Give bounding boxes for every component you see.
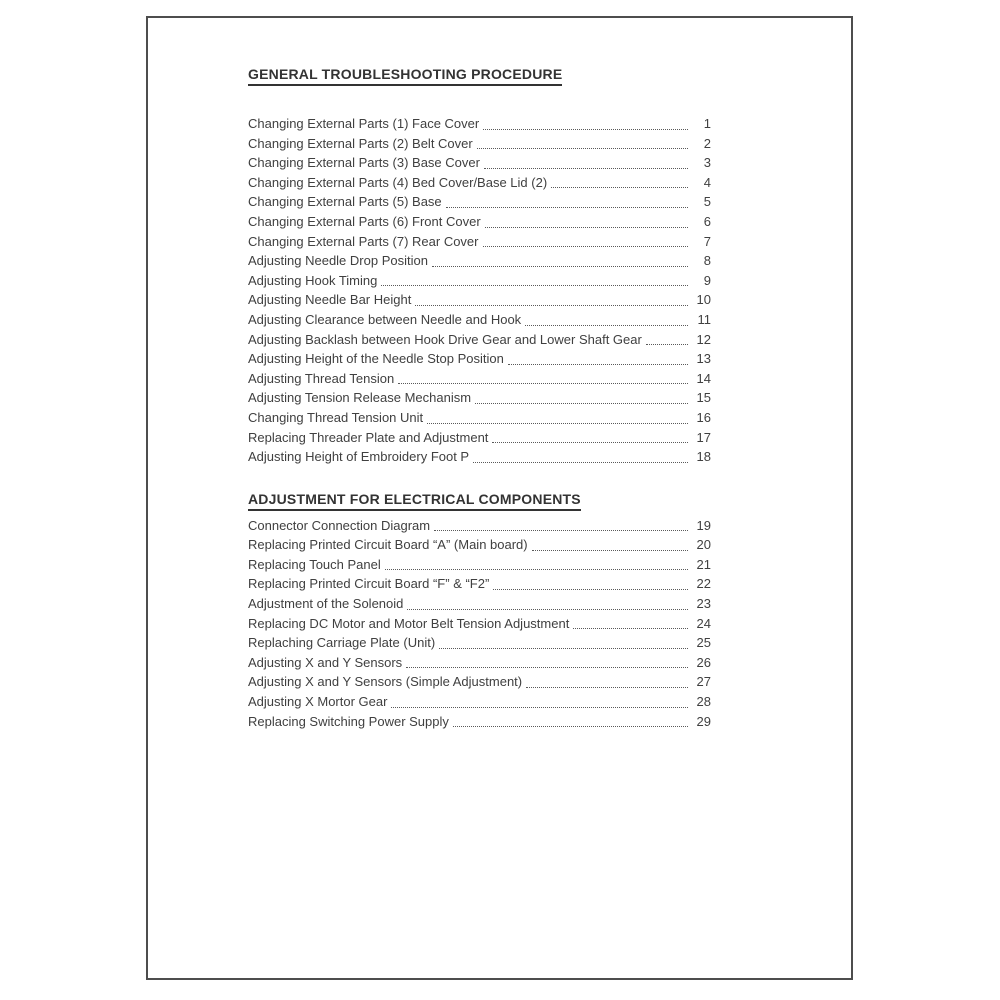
- toc-entry-title: Adjusting Needle Bar Height: [248, 292, 412, 308]
- toc-entry: [248, 594, 711, 614]
- toc-entry-page-number: 18: [696, 449, 711, 465]
- dot-leader: [446, 207, 688, 208]
- toc-entry-page-number: 17: [696, 429, 711, 445]
- dot-leader: [381, 285, 688, 286]
- toc-entry-page-number: 10: [696, 292, 711, 308]
- toc-entry: [248, 574, 711, 594]
- dot-leader: [573, 628, 688, 629]
- toc-entry: [248, 192, 711, 212]
- dot-leader: [484, 168, 688, 169]
- section-heading: [248, 491, 711, 511]
- toc-entry-page-number: 7: [703, 233, 711, 249]
- toc-entry-title: Replacing Touch Panel: [248, 556, 381, 572]
- toc-entry-title: Adjusting X Mortor Gear: [248, 694, 388, 710]
- dot-leader: [439, 648, 688, 649]
- toc-entry: [248, 271, 711, 291]
- toc-entry-title: Replacing DC Motor and Motor Belt Tension Adjustment: [248, 615, 570, 631]
- toc-entry-page-number: 20: [696, 537, 711, 553]
- toc-entry-title: Changing External Parts (5) Base: [248, 194, 442, 210]
- toc-entry-title: Adjusting Tension Release Mechanism: [248, 390, 472, 406]
- toc-entry: [248, 232, 711, 252]
- dot-leader: [508, 364, 688, 365]
- toc-entry-page-number: 12: [696, 331, 711, 347]
- toc-entry-page-number: 23: [696, 596, 711, 612]
- toc-entry: [248, 290, 711, 310]
- dot-leader: [493, 589, 688, 590]
- toc-entry: [248, 251, 711, 271]
- toc-entry-page-number: 19: [696, 517, 711, 533]
- toc-entry: [248, 555, 711, 575]
- toc-entry: [248, 212, 711, 232]
- toc-entry-page-number: 14: [696, 370, 711, 386]
- dot-leader: [453, 726, 688, 727]
- toc-entry: [248, 310, 711, 330]
- toc-entry-title: Adjusting Needle Drop Position: [248, 253, 428, 269]
- toc-entry: [248, 369, 711, 389]
- toc-entry-page-number: 13: [696, 351, 711, 367]
- dot-leader: [483, 129, 688, 130]
- toc-entry: [248, 134, 711, 154]
- toc-entry: [248, 672, 711, 692]
- toc-entry-title: Replacing Printed Circuit Board “A” (Main board): [248, 537, 528, 553]
- toc-entry-title: Changing External Parts (1) Face Cover: [248, 116, 480, 131]
- toc-entry: [248, 633, 711, 653]
- dot-leader: [526, 687, 688, 688]
- toc-entry: [248, 535, 711, 555]
- dot-leader: [427, 423, 688, 424]
- toc-entry: [248, 388, 711, 408]
- toc-entry-page-number: 11: [697, 311, 711, 327]
- section-heading-text: GENERAL TROUBLESHOOTING PROCEDURE: [248, 66, 562, 86]
- toc-entry-page-number: 27: [696, 674, 711, 690]
- toc-entry-title: Adjusting Thread Tension: [248, 370, 395, 386]
- toc-entry-title: Replacing Switching Power Supply: [248, 713, 449, 729]
- dot-leader: [475, 403, 688, 404]
- toc-entry-title: Replacing Threader Plate and Adjustment: [248, 429, 489, 445]
- toc-entry-title: Changing External Parts (6) Front Cover: [248, 213, 481, 229]
- toc-entry: [248, 408, 711, 428]
- toc-entry: [248, 516, 711, 536]
- toc-entry-title: Adjusting X and Y Sensors: [248, 654, 403, 670]
- toc-entry-page-number: 22: [696, 576, 711, 592]
- toc-section: [248, 491, 711, 732]
- toc-entry: [248, 173, 711, 193]
- section-heading: [248, 66, 711, 86]
- toc-entry: [248, 330, 711, 350]
- toc-entry-page-number: 5: [703, 194, 711, 210]
- dot-leader: [432, 266, 688, 267]
- toc-entry-title: Adjusting Height of the Needle Stop Position: [248, 351, 504, 367]
- toc-entry-title: Adjusting Hook Timing: [248, 272, 378, 288]
- dot-leader: [391, 707, 688, 708]
- dot-leader: [398, 383, 688, 384]
- dot-leader: [407, 609, 688, 610]
- toc-entry-page-number: 21: [696, 556, 711, 572]
- toc-entry-page-number: 4: [703, 174, 711, 190]
- toc-entry: [248, 153, 711, 173]
- toc-entry-title: Replacing Printed Circuit Board “F” & “F2”: [248, 576, 490, 592]
- toc-entry-title: Adjusting Height of Embroidery Foot P: [248, 449, 470, 465]
- dot-leader: [483, 246, 689, 247]
- toc-entry-page-number: 24: [696, 615, 711, 631]
- toc-entry-page-number: 1: [703, 116, 711, 131]
- toc-entry-page-number: 8: [703, 253, 711, 269]
- dot-leader: [477, 148, 688, 149]
- toc-entry-title: Changing Thread Tension Unit: [248, 409, 424, 425]
- toc-entries: [248, 516, 711, 732]
- dot-leader: [415, 305, 688, 306]
- toc-entry-page-number: 16: [696, 409, 711, 425]
- toc-entry-page-number: 6: [703, 213, 711, 229]
- dot-leader: [485, 227, 688, 228]
- toc-entry-page-number: 9: [703, 272, 711, 288]
- toc-entry-title: Changing External Parts (4) Bed Cover/Base Lid (2): [248, 174, 548, 190]
- toc-entry-title: Connector Connection Diagram: [248, 517, 431, 533]
- section-heading-text: ADJUSTMENT FOR ELECTRICAL COMPONENTS: [248, 491, 581, 511]
- toc-entry-title: Changing External Parts (7) Rear Cover: [248, 233, 479, 249]
- dot-leader: [525, 325, 688, 326]
- dot-leader: [532, 550, 688, 551]
- toc-entry-title: Changing External Parts (2) Belt Cover: [248, 135, 473, 151]
- toc-entry: [248, 653, 711, 673]
- toc-entry: [248, 712, 711, 732]
- toc-entry: [248, 114, 711, 134]
- toc-entry-title: Adjusting Backlash between Hook Drive Gear and Lower Shaft Gear: [248, 331, 642, 347]
- dot-leader: [434, 530, 688, 531]
- dot-leader: [385, 569, 688, 570]
- toc-entry-title: Adjustment of the Solenoid: [248, 596, 404, 612]
- dot-leader: [646, 344, 688, 345]
- toc-entry: [248, 349, 711, 369]
- toc-entry-page-number: 29: [696, 713, 711, 729]
- toc-entry-title: Replaching Carriage Plate (Unit): [248, 635, 436, 651]
- toc-entry: [248, 614, 711, 634]
- dot-leader: [492, 442, 688, 443]
- toc-entry-title: Adjusting Clearance between Needle and Hook: [248, 311, 522, 327]
- toc-entry-page-number: 25: [696, 635, 711, 651]
- toc-entry-page-number: 2: [703, 135, 711, 151]
- toc-section: [248, 66, 711, 467]
- table-of-contents: [148, 18, 851, 731]
- toc-entry-page-number: 15: [696, 390, 711, 406]
- dot-leader: [473, 462, 688, 463]
- toc-entry: [248, 428, 711, 448]
- dot-leader: [406, 667, 688, 668]
- toc-entry: [248, 447, 711, 467]
- toc-entry-page-number: 3: [703, 155, 711, 171]
- toc-entry-title: Adjusting X and Y Sensors (Simple Adjustment): [248, 674, 523, 690]
- toc-entry: [248, 692, 711, 712]
- toc-entry-page-number: 26: [696, 654, 711, 670]
- document-page: [146, 16, 853, 980]
- dot-leader: [551, 187, 688, 188]
- toc-entry-page-number: 28: [696, 694, 711, 710]
- toc-entries: [248, 114, 711, 467]
- toc-entry-title: Changing External Parts (3) Base Cover: [248, 155, 480, 171]
